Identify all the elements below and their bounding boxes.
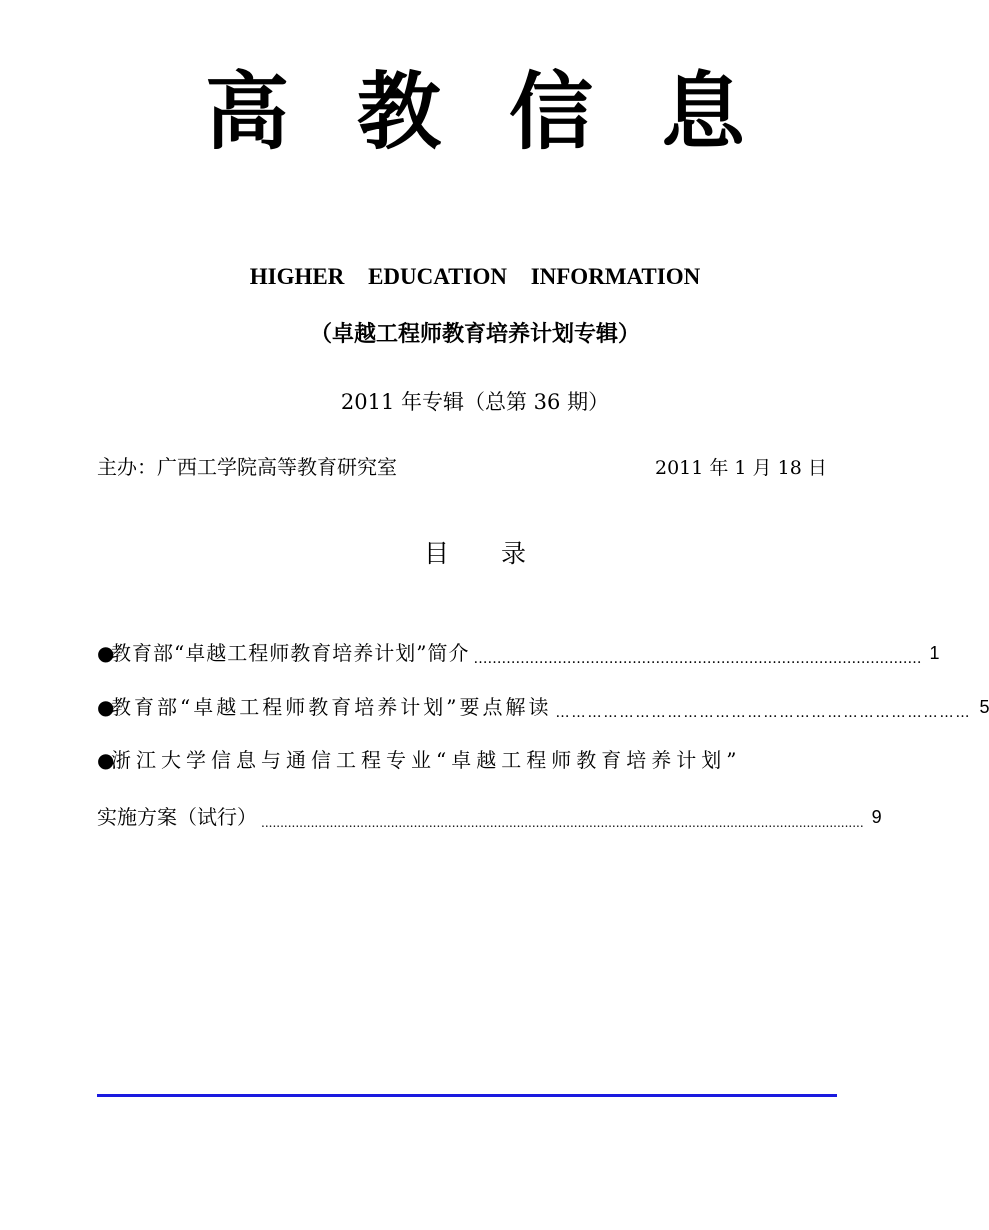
journal-title-en: HIGHER EDUCATION INFORMATION [249,264,701,289]
footer-rule [97,1094,837,1097]
toc-item[interactable] [97,636,940,670]
toc-item[interactable] [97,743,854,777]
toc-item-title: 教育部“卓越工程师教育培养计划”简介 [111,641,470,665]
toc-item-title: 教育部“卓越工程师教育培养计划”要点解读 [111,695,552,719]
special-issue-subtitle: （卓越工程师教育培养计划专辑） [309,322,640,347]
publication-date: 2011 年 1 月 18 日 [655,457,827,479]
toc-item-page: 9 [871,807,882,827]
bullet-icon: ● [97,641,115,665]
bullet-icon: ● [97,748,115,772]
toc-item[interactable] [97,690,989,724]
bullet-icon: ● [97,695,115,719]
toc-item-title-line2: 实施方案（试行） [97,805,257,829]
toc-title: 目录 [423,539,578,568]
toc-leader-dots: …………………………………………………………………………………… [473,651,922,667]
journal-title-cn: 高教信息 [204,63,813,161]
sponsor: 主办：广西工学院高等教育研究室 [97,455,397,479]
issue-info: 2011 年专辑（总第 36 期） [340,390,610,414]
toc-item-title-line1: 浙江大学信息与通信工程专业“卓越工程师教育培养计划” [111,748,742,772]
toc-item-page: 5 [979,697,989,717]
toc-leader-dots: …………………………………………………………………… [555,705,972,721]
toc-leader-dots: .............................................................................................................................................................. [261,816,864,830]
toc-item-page: 1 [929,643,940,663]
toc-item-continued[interactable] [97,800,882,834]
